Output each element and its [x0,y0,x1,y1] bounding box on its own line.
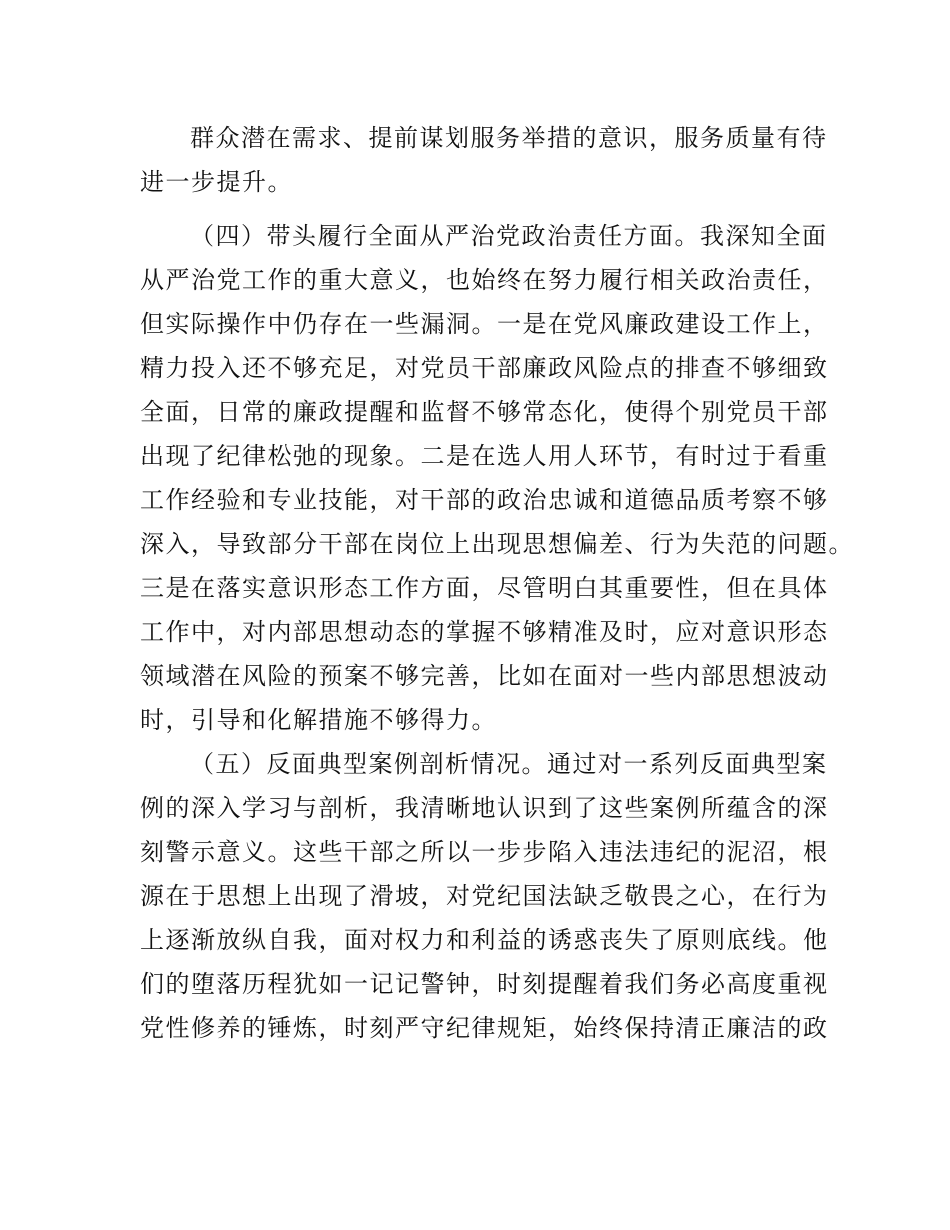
paragraph-case-analysis [140,742,829,1050]
text-line: 工作经验和专业技能，对干部的政治忠诚和道德品质考察不够 [140,486,829,514]
text-line: 上逐渐放纵自我，面对权力和利益的诱惑丧失了原则底线。他 [140,926,829,954]
text-line: 三是在落实意识形态工作方面，尽管明白其重要性，但在具体 [140,574,829,602]
text-line: 时，引导和化解措施不够得力。 [140,706,497,734]
paragraph-service-awareness [140,116,828,204]
text-line: 源在于思想上出现了滑坡，对党纪国法缺乏敬畏之心，在行为 [140,882,829,910]
text-line: 出现了纪律松弛的现象。二是在选人用人环节，有时过于看重 [140,442,829,470]
text-line: 从严治党工作的重大意义，也始终在努力履行相关政治责任， [140,266,829,294]
text-line: 例的深入学习与剖析，我清晰地认识到了这些案例所蕴含的深 [140,794,829,822]
text-line: 工作中，对内部思想动态的掌握不够精准及时，应对意识形态 [140,618,829,646]
text-line: 但实际操作中仍存在一些漏洞。一是在党风廉政建设工作上， [140,310,829,338]
text-line: 们的堕落历程犹如一记记警钟，时刻提醒着我们务必高度重视 [140,970,829,998]
text-line: 精力投入还不够充足，对党员干部廉政风险点的排查不够细致 [140,354,829,382]
text-line: 群众潜在需求、提前谋划服务举措的意识，服务质量有待 [190,124,828,152]
text-line: 全面，日常的廉政提醒和监督不够常态化，使得个别党员干部 [140,398,829,426]
text-line: 深入，导致部分干部在岗位上出现思想偏差、行为失范的问题。 [140,530,854,558]
paragraph-party-governance [140,214,854,742]
text-line: 领域潜在风险的预案不够完善，比如在面对一些内部思想波动 [140,662,829,690]
text-line: 刻警示意义。这些干部之所以一步步陷入违法违纪的泥沼，根 [140,838,829,866]
text-line: 进一步提升。 [140,168,293,196]
text-line: （四）带头履行全面从严治党政治责任方面。我深知全面 [190,222,828,250]
text-line: 党性修养的锤炼，时刻严守纪律规矩，始终保持清正廉洁的政 [140,1014,829,1042]
text-line: （五）反面典型案例剖析情况。通过对一系列反面典型案 [190,750,828,778]
